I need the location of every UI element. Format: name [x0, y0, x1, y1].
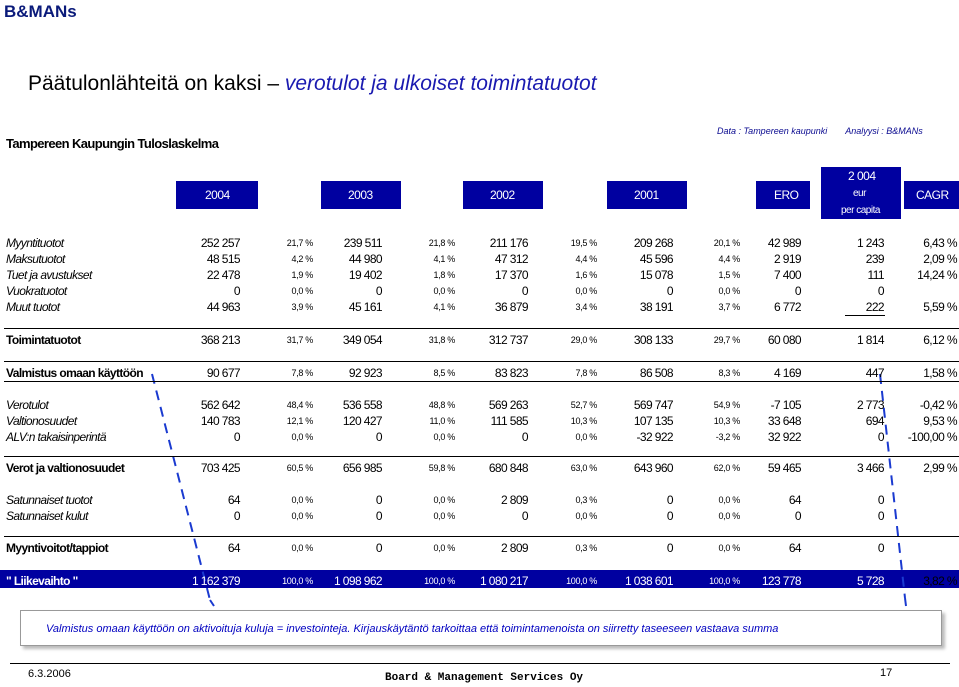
- header-eur: eur: [853, 188, 866, 199]
- cell-col-6: -32 922: [636, 430, 673, 444]
- cell-col-10: 9,53 %: [923, 414, 957, 428]
- row-label: " Liikevaihto ": [6, 574, 78, 588]
- header-year-2003: 2003: [348, 188, 373, 202]
- cell-col-3: 0,0 %: [433, 495, 455, 505]
- cell-col-1: 21,7 %: [286, 238, 313, 248]
- cell-col-9: 222: [865, 300, 884, 314]
- cell-col-5: 52,7 %: [570, 400, 597, 410]
- cell-col-2: 45 161: [348, 300, 382, 314]
- cell-col-2: 536 558: [342, 398, 382, 412]
- cell-col-8: -7 105: [770, 398, 801, 412]
- row-divider: [4, 361, 959, 362]
- header-eur-year: 2 004: [848, 169, 876, 183]
- table-row: [0, 493, 959, 509]
- cell-col-5: 19,5 %: [570, 238, 597, 248]
- cell-col-4: 680 848: [488, 461, 528, 475]
- cell-col-4: 312 737: [488, 333, 528, 347]
- cell-col-6: 0: [666, 509, 673, 523]
- cell-col-7: 62,0 %: [713, 463, 740, 473]
- table-row: [0, 574, 959, 590]
- cell-col-0: 48 515: [206, 252, 240, 266]
- cell-col-5: 29,0 %: [570, 335, 597, 345]
- cell-col-6: 308 133: [633, 333, 673, 347]
- cell-col-4: 2 809: [500, 541, 528, 555]
- row-label: Valtionosuudet: [6, 414, 77, 428]
- cell-col-9: 1 814: [856, 333, 884, 347]
- cell-col-7: 0,0 %: [718, 286, 740, 296]
- cell-col-4: 569 263: [488, 398, 528, 412]
- cell-col-5: 1,6 %: [575, 270, 597, 280]
- row-label: ALV:n takaisinperintä: [6, 430, 106, 444]
- cell-col-6: 45 596: [639, 252, 673, 266]
- cell-col-9: 3 466: [856, 461, 884, 475]
- cell-col-1: 0,0 %: [291, 511, 313, 521]
- cell-col-4: 0: [521, 430, 528, 444]
- header-per-capita: per capita: [841, 205, 880, 216]
- header-year-2004: 2004: [205, 188, 230, 202]
- cell-col-6: 0: [666, 541, 673, 555]
- cell-col-3: 59,8 %: [428, 463, 455, 473]
- cell-col-1: 48,4 %: [286, 400, 313, 410]
- cell-col-5: 7,8 %: [575, 368, 597, 378]
- cell-col-1: 1,9 %: [291, 270, 313, 280]
- cell-col-2: 0: [375, 430, 382, 444]
- cell-col-6: 107 135: [633, 414, 673, 428]
- cell-col-3: 0,0 %: [433, 543, 455, 553]
- cell-col-8: 60 080: [767, 333, 801, 347]
- cell-col-0: 0: [233, 509, 240, 523]
- cell-col-8: 64: [788, 493, 801, 507]
- cell-col-4: 111 585: [490, 414, 528, 428]
- table-row: [0, 252, 959, 268]
- cell-col-2: 0: [375, 284, 382, 298]
- cell-col-9: 111: [867, 268, 884, 282]
- cell-col-1: 7,8 %: [291, 368, 313, 378]
- cell-col-1: 100,0 %: [282, 576, 313, 586]
- cell-col-4: 36 879: [494, 300, 528, 314]
- cell-col-8: 123 778: [761, 574, 801, 588]
- cell-col-7: 8,3 %: [718, 368, 740, 378]
- cell-col-7: 1,5 %: [718, 270, 740, 280]
- cell-col-3: 31,8 %: [428, 335, 455, 345]
- cell-col-5: 4,4 %: [575, 254, 597, 264]
- cell-col-0: 368 213: [200, 333, 240, 347]
- title-part2: verotulot ja ulkoiset toimintatuotot: [284, 72, 597, 95]
- cell-col-3: 0,0 %: [433, 511, 455, 521]
- cell-col-6: 1 038 601: [625, 574, 673, 588]
- cell-col-6: 643 960: [633, 461, 673, 475]
- table-row: [0, 509, 959, 525]
- cell-col-8: 0: [794, 509, 801, 523]
- header-ero: ERO: [774, 188, 799, 202]
- cell-col-3: 48,8 %: [428, 400, 455, 410]
- cell-col-2: 92 923: [348, 366, 382, 380]
- cell-col-6: 15 078: [639, 268, 673, 282]
- cell-col-7: 20,1 %: [713, 238, 740, 248]
- cell-col-1: 0,0 %: [291, 432, 313, 442]
- cell-col-2: 1 098 962: [334, 574, 382, 588]
- cell-col-6: 0: [666, 493, 673, 507]
- table-row: [0, 284, 959, 300]
- cell-col-1: 31,7 %: [286, 335, 313, 345]
- cell-col-3: 21,8 %: [428, 238, 455, 248]
- cell-col-3: 4,1 %: [433, 254, 455, 264]
- cell-col-0: 90 677: [206, 366, 240, 380]
- cell-col-10: 2,09 %: [923, 252, 957, 266]
- table-row: [0, 366, 959, 382]
- connector-tail-right: [905, 598, 906, 606]
- header-year-2002: 2002: [490, 188, 515, 202]
- row-label: Myyntituotot: [6, 236, 64, 250]
- cell-col-2: 0: [375, 509, 382, 523]
- row-label: Vuokratuotot: [6, 284, 67, 298]
- table-row: [0, 541, 959, 557]
- cell-col-2: 0: [375, 541, 382, 555]
- cell-col-1: 0,0 %: [291, 495, 313, 505]
- cell-col-4: 1 080 217: [480, 574, 528, 588]
- brand-logo: B&MANs: [4, 2, 77, 21]
- cell-col-1: 3,9 %: [291, 302, 313, 312]
- cell-col-0: 562 642: [200, 398, 240, 412]
- table-row: [0, 414, 959, 430]
- cell-col-4: 83 823: [494, 366, 528, 380]
- cell-col-9: 447: [865, 366, 884, 380]
- cell-col-6: 569 747: [633, 398, 673, 412]
- cell-col-10: 5,59 %: [923, 300, 957, 314]
- cell-col-6: 38 191: [639, 300, 673, 314]
- cell-col-8: 4 169: [773, 366, 801, 380]
- table-row: [0, 268, 959, 284]
- cell-col-2: 0: [375, 493, 382, 507]
- cell-col-9: 0: [877, 493, 884, 507]
- cell-col-2: 349 054: [342, 333, 382, 347]
- cell-col-3: 11,0 %: [429, 416, 455, 426]
- row-label: Verot ja valtionosuudet: [6, 461, 125, 475]
- table-row: [0, 300, 959, 316]
- header-cagr: CAGR: [916, 188, 949, 202]
- cell-col-7: 29,7 %: [713, 335, 740, 345]
- cell-col-5: 0,3 %: [575, 543, 597, 553]
- cell-col-0: 44 963: [206, 300, 240, 314]
- cell-col-9: 239: [865, 252, 884, 266]
- cell-col-6: 209 268: [633, 236, 673, 250]
- cell-col-0: 703 425: [200, 461, 240, 475]
- cell-col-6: 0: [666, 284, 673, 298]
- cell-col-4: 47 312: [494, 252, 528, 266]
- cell-col-10: 6,12 %: [923, 333, 957, 347]
- cell-col-8: 33 648: [767, 414, 801, 428]
- source-analysis: Analyysi : B&MANs: [845, 126, 923, 136]
- row-divider: [4, 328, 959, 329]
- cell-col-1: 0,0 %: [291, 543, 313, 553]
- cell-col-3: 0,0 %: [433, 432, 455, 442]
- cell-col-5: 0,0 %: [575, 286, 597, 296]
- cell-col-0: 0: [233, 284, 240, 298]
- table-row: [0, 333, 959, 349]
- row-label: Maksutuotot: [6, 252, 65, 266]
- table-row: [0, 236, 959, 252]
- cell-col-2: 656 985: [342, 461, 382, 475]
- note-box: [20, 610, 942, 646]
- table-row: [0, 398, 959, 414]
- cell-col-5: 63,0 %: [570, 463, 597, 473]
- table-subtitle: Tampereen Kaupungin Tuloslaskelma: [6, 136, 219, 151]
- cell-col-2: 120 427: [342, 414, 382, 428]
- cell-col-7: 0,0 %: [718, 495, 740, 505]
- cell-col-8: 32 922: [767, 430, 801, 444]
- cell-col-3: 100,0 %: [424, 576, 455, 586]
- cell-col-9: 0: [877, 509, 884, 523]
- cell-col-5: 10,3 %: [570, 416, 597, 426]
- row-divider: [4, 456, 959, 457]
- cell-col-2: 44 980: [348, 252, 382, 266]
- cell-col-8: 64: [788, 541, 801, 555]
- cell-col-5: 0,0 %: [575, 432, 597, 442]
- cell-col-1: 4,2 %: [291, 254, 313, 264]
- cell-col-9: 694: [865, 414, 884, 428]
- cell-col-2: 239 511: [343, 236, 382, 250]
- cell-col-1: 12,1 %: [286, 416, 313, 426]
- cell-col-9: 1 243: [856, 236, 884, 250]
- cell-col-3: 8,5 %: [433, 368, 455, 378]
- row-divider: [4, 381, 959, 382]
- cell-col-8: 0: [794, 284, 801, 298]
- footer-company: Board & Management Services Oy: [385, 672, 584, 684]
- table-row: [0, 430, 959, 446]
- cell-col-0: 252 257: [200, 236, 240, 250]
- row-label: Tuet ja avustukset: [6, 268, 92, 282]
- row-label: Satunnaiset kulut: [6, 509, 88, 523]
- cell-col-1: 0,0 %: [291, 286, 313, 296]
- row-label: Toimintatuotot: [6, 333, 81, 347]
- row-divider: [4, 536, 959, 537]
- title-part1: Päätulonlähteitä on kaksi: [28, 72, 262, 95]
- cell-col-7: 100,0 %: [709, 576, 740, 586]
- cell-col-0: 64: [227, 493, 240, 507]
- cell-col-2: 19 402: [348, 268, 382, 282]
- cell-underline: [845, 315, 885, 316]
- cell-col-4: 0: [521, 509, 528, 523]
- cell-col-1: 60,5 %: [286, 463, 313, 473]
- cell-col-4: 211 176: [489, 236, 528, 250]
- connector-tail-left: [210, 600, 214, 606]
- cell-col-8: 59 465: [767, 461, 801, 475]
- cell-col-8: 6 772: [773, 300, 801, 314]
- table-row: [0, 461, 959, 477]
- cell-col-7: 4,4 %: [718, 254, 740, 264]
- row-label: Valmistus omaan käyttöön: [6, 366, 143, 380]
- cell-col-10: 3,82 %: [923, 574, 957, 588]
- footer-divider: [10, 663, 950, 664]
- cell-col-5: 3,4 %: [575, 302, 597, 312]
- cell-col-6: 86 508: [639, 366, 673, 380]
- row-label: Muut tuotot: [6, 300, 60, 314]
- row-label: Satunnaiset tuotot: [6, 493, 92, 507]
- cell-col-7: 0,0 %: [718, 511, 740, 521]
- cell-col-7: 54,9 %: [713, 400, 740, 410]
- cell-col-8: 42 989: [767, 236, 801, 250]
- footer-date: 6.3.2006: [28, 668, 71, 680]
- cell-col-9: 0: [877, 284, 884, 298]
- cell-col-0: 0: [233, 430, 240, 444]
- cell-col-10: 1,58 %: [923, 366, 957, 380]
- cell-col-8: 7 400: [773, 268, 801, 282]
- cell-col-0: 64: [227, 541, 240, 555]
- row-label: Verotulot: [6, 398, 49, 412]
- cell-col-8: 2 919: [773, 252, 801, 266]
- cell-col-7: 0,0 %: [718, 543, 740, 553]
- cell-col-3: 4,1 %: [433, 302, 455, 312]
- cell-col-0: 22 478: [206, 268, 240, 282]
- cell-col-0: 140 783: [200, 414, 240, 428]
- cell-col-9: 0: [877, 430, 884, 444]
- cell-col-5: 0,3 %: [575, 495, 597, 505]
- cell-col-5: 0,0 %: [575, 511, 597, 521]
- cell-col-4: 2 809: [500, 493, 528, 507]
- cell-col-9: 5 728: [856, 574, 884, 588]
- cell-col-5: 100,0 %: [566, 576, 597, 586]
- cell-col-9: 2 773: [856, 398, 884, 412]
- cell-col-7: 10,3 %: [713, 416, 740, 426]
- cell-col-9: 0: [877, 541, 884, 555]
- cell-col-4: 0: [521, 284, 528, 298]
- footer-page-number: 17: [880, 667, 893, 679]
- header-year-2001: 2001: [634, 188, 659, 202]
- cell-col-10: -100,00 %: [907, 430, 957, 444]
- cell-col-10: 14,24 %: [917, 268, 957, 282]
- note-text: Valmistus omaan käyttöön on aktivoituja kuluja = investointeja. Kirjauskäytäntö tarkoittaa että toimintamenoista on siirretty taseeseen vastaava summa: [46, 623, 779, 635]
- source-data: Data : Tampereen kaupunki: [717, 126, 828, 136]
- cell-col-3: 1,8 %: [433, 270, 455, 280]
- cell-col-4: 17 370: [494, 268, 528, 282]
- cell-col-7: -3,2 %: [715, 432, 740, 442]
- cell-col-10: 2,99 %: [923, 461, 957, 475]
- cell-col-0: 1 162 379: [192, 574, 240, 588]
- cell-col-7: 3,7 %: [718, 302, 740, 312]
- cell-col-3: 0,0 %: [433, 286, 455, 296]
- title-dash: –: [267, 72, 280, 95]
- row-label: Myyntivoitot/tappiot: [6, 541, 108, 555]
- cell-col-10: 6,43 %: [923, 236, 957, 250]
- cell-col-10: -0,42 %: [919, 398, 957, 412]
